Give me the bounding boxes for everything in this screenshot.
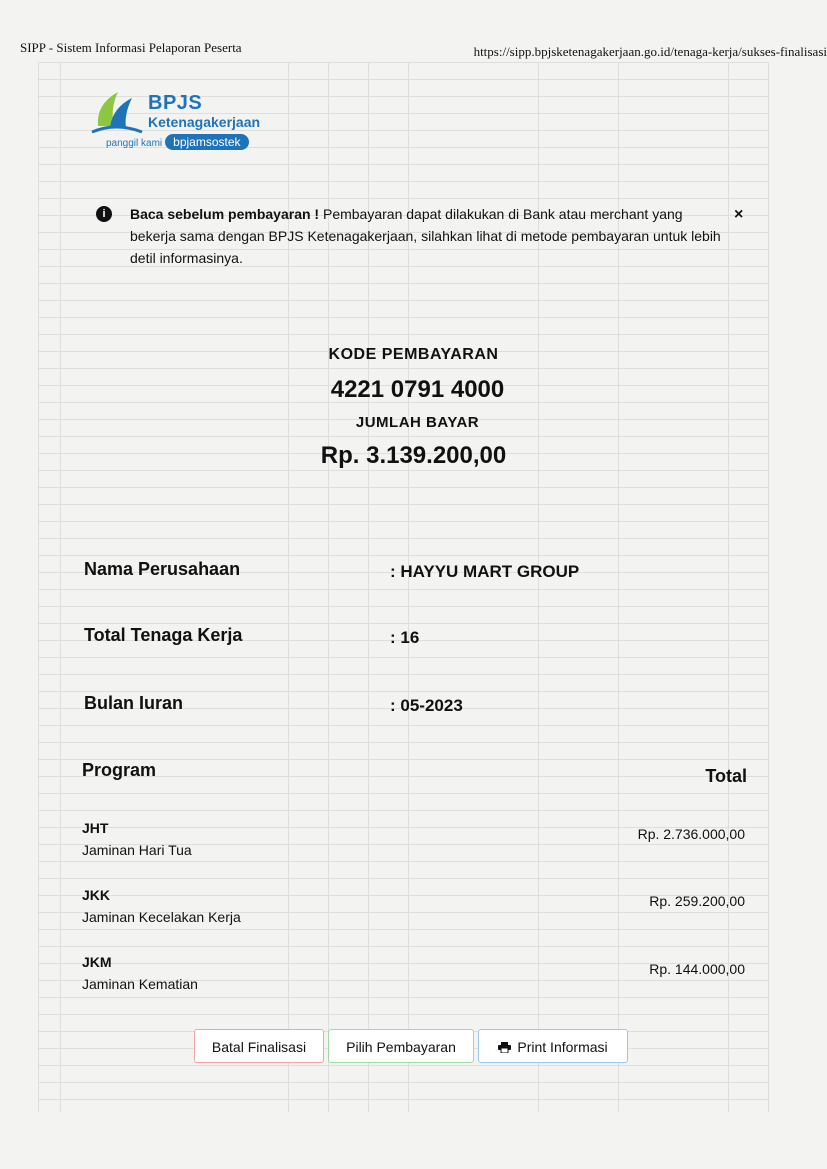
logo-name: BPJS (148, 92, 203, 114)
total-header: Total (705, 766, 747, 786)
print-header (20, 40, 827, 60)
payment-amount-label: JUMLAH BAYAR (355, 414, 480, 431)
ghost-row (38, 1099, 768, 1100)
ghost-row (38, 198, 768, 199)
program-code-jht: JHT (82, 820, 109, 836)
ghost-row (38, 181, 768, 182)
logo-tagline (106, 134, 249, 150)
payment-code: 4221 0791 4000 (330, 376, 505, 403)
ghost-row (38, 1082, 768, 1083)
program-code-jkm: JKM (82, 954, 112, 970)
ghost-row (38, 487, 768, 488)
program-name-jkk: Jaminan Kecelakan Kerja (82, 909, 241, 925)
payment-amount: Rp. 3.139.200,00 (320, 442, 507, 469)
company-name-label: Nama Perusahaan (84, 559, 241, 579)
ghost-row (38, 997, 768, 998)
ghost-row (38, 793, 768, 794)
ghost-row (38, 436, 768, 437)
payment-code-label: KODE PEMBAYARAN (328, 346, 499, 363)
bpjs-logo (88, 86, 288, 156)
ghost-row (38, 334, 768, 335)
ghost-row (38, 742, 768, 743)
total-workers-label: Total Tenaga Kerja (84, 625, 243, 645)
ghost-row (38, 555, 768, 556)
ghost-row (38, 1014, 768, 1015)
ghost-row (38, 538, 768, 539)
cancel-finalization-button[interactable]: Batal Finalisasi (194, 1029, 324, 1063)
program-header: Program (82, 760, 157, 780)
logo-tagline-text: panggil kami (106, 138, 163, 149)
close-icon[interactable]: × (734, 206, 744, 223)
ghost-row (38, 470, 768, 471)
contribution-month-value: : 05-2023 (390, 696, 463, 715)
print-info-button[interactable] (478, 1029, 628, 1063)
bpjs-logo-icon (88, 86, 144, 136)
ghost-row (38, 657, 768, 658)
ghost-row (38, 368, 768, 369)
print-info-label: Print Informasi (517, 1039, 608, 1055)
ghost-row (38, 1065, 768, 1066)
contribution-month-label: Bulan Iuran (84, 693, 184, 713)
logo-pill: bpjamsostek (165, 134, 248, 150)
ghost-row (38, 810, 768, 811)
ghost-col (768, 62, 769, 1112)
ghost-row (38, 606, 768, 607)
program-name-jkm: Jaminan Kematian (82, 976, 198, 992)
ghost-row (38, 878, 768, 879)
print-header-url: https://sipp.bpjsketenagakerjaan.go.id/tenaga-kerja/sukses-finalisasi (473, 44, 827, 59)
notice-body: Pembayaran dapat dilakukan di Bank atau merchant yang bekerja sama dengan BPJS Ketenagakerjaan, silahkan lihat di metode pembayaran untuk lebih detil informasinya. (130, 206, 721, 266)
program-amount-jht: Rp. 2.736.000,00 (637, 826, 745, 842)
ghost-row (38, 691, 768, 692)
ghost-row (38, 79, 768, 80)
ghost-row (38, 300, 768, 301)
notice-text (130, 203, 730, 269)
ghost-row (38, 283, 768, 284)
ghost-row (38, 623, 768, 624)
program-code-jkk: JKK (82, 887, 111, 903)
notice-bold: Baca sebelum pembayaran ! (130, 206, 320, 222)
program-name-jht: Jaminan Hari Tua (82, 842, 192, 858)
ghost-row (38, 62, 768, 63)
ghost-row (38, 929, 768, 930)
company-name-value: : HAYYU MART GROUP (390, 562, 580, 581)
print-header-title: SIPP - Sistem Informasi Pelaporan Peserta (20, 40, 242, 55)
total-workers-value: : 16 (390, 628, 420, 647)
ghost-row (38, 674, 768, 675)
ghost-row (38, 589, 768, 590)
ghost-row (38, 725, 768, 726)
ghost-col (60, 62, 61, 1112)
ghost-row (38, 504, 768, 505)
ghost-row (38, 164, 768, 165)
printer-icon (498, 1042, 511, 1053)
logo-subtitle: Ketenagakerjaan (148, 114, 261, 130)
choose-payment-button[interactable]: Pilih Pembayaran (328, 1029, 474, 1063)
ghost-row (38, 521, 768, 522)
info-icon: i (96, 206, 112, 222)
ghost-col (38, 62, 39, 1112)
program-amount-jkk: Rp. 259.200,00 (649, 893, 745, 909)
ghost-row (38, 317, 768, 318)
program-amount-jkm: Rp. 144.000,00 (649, 961, 745, 977)
ghost-row (38, 861, 768, 862)
ghost-row (38, 946, 768, 947)
